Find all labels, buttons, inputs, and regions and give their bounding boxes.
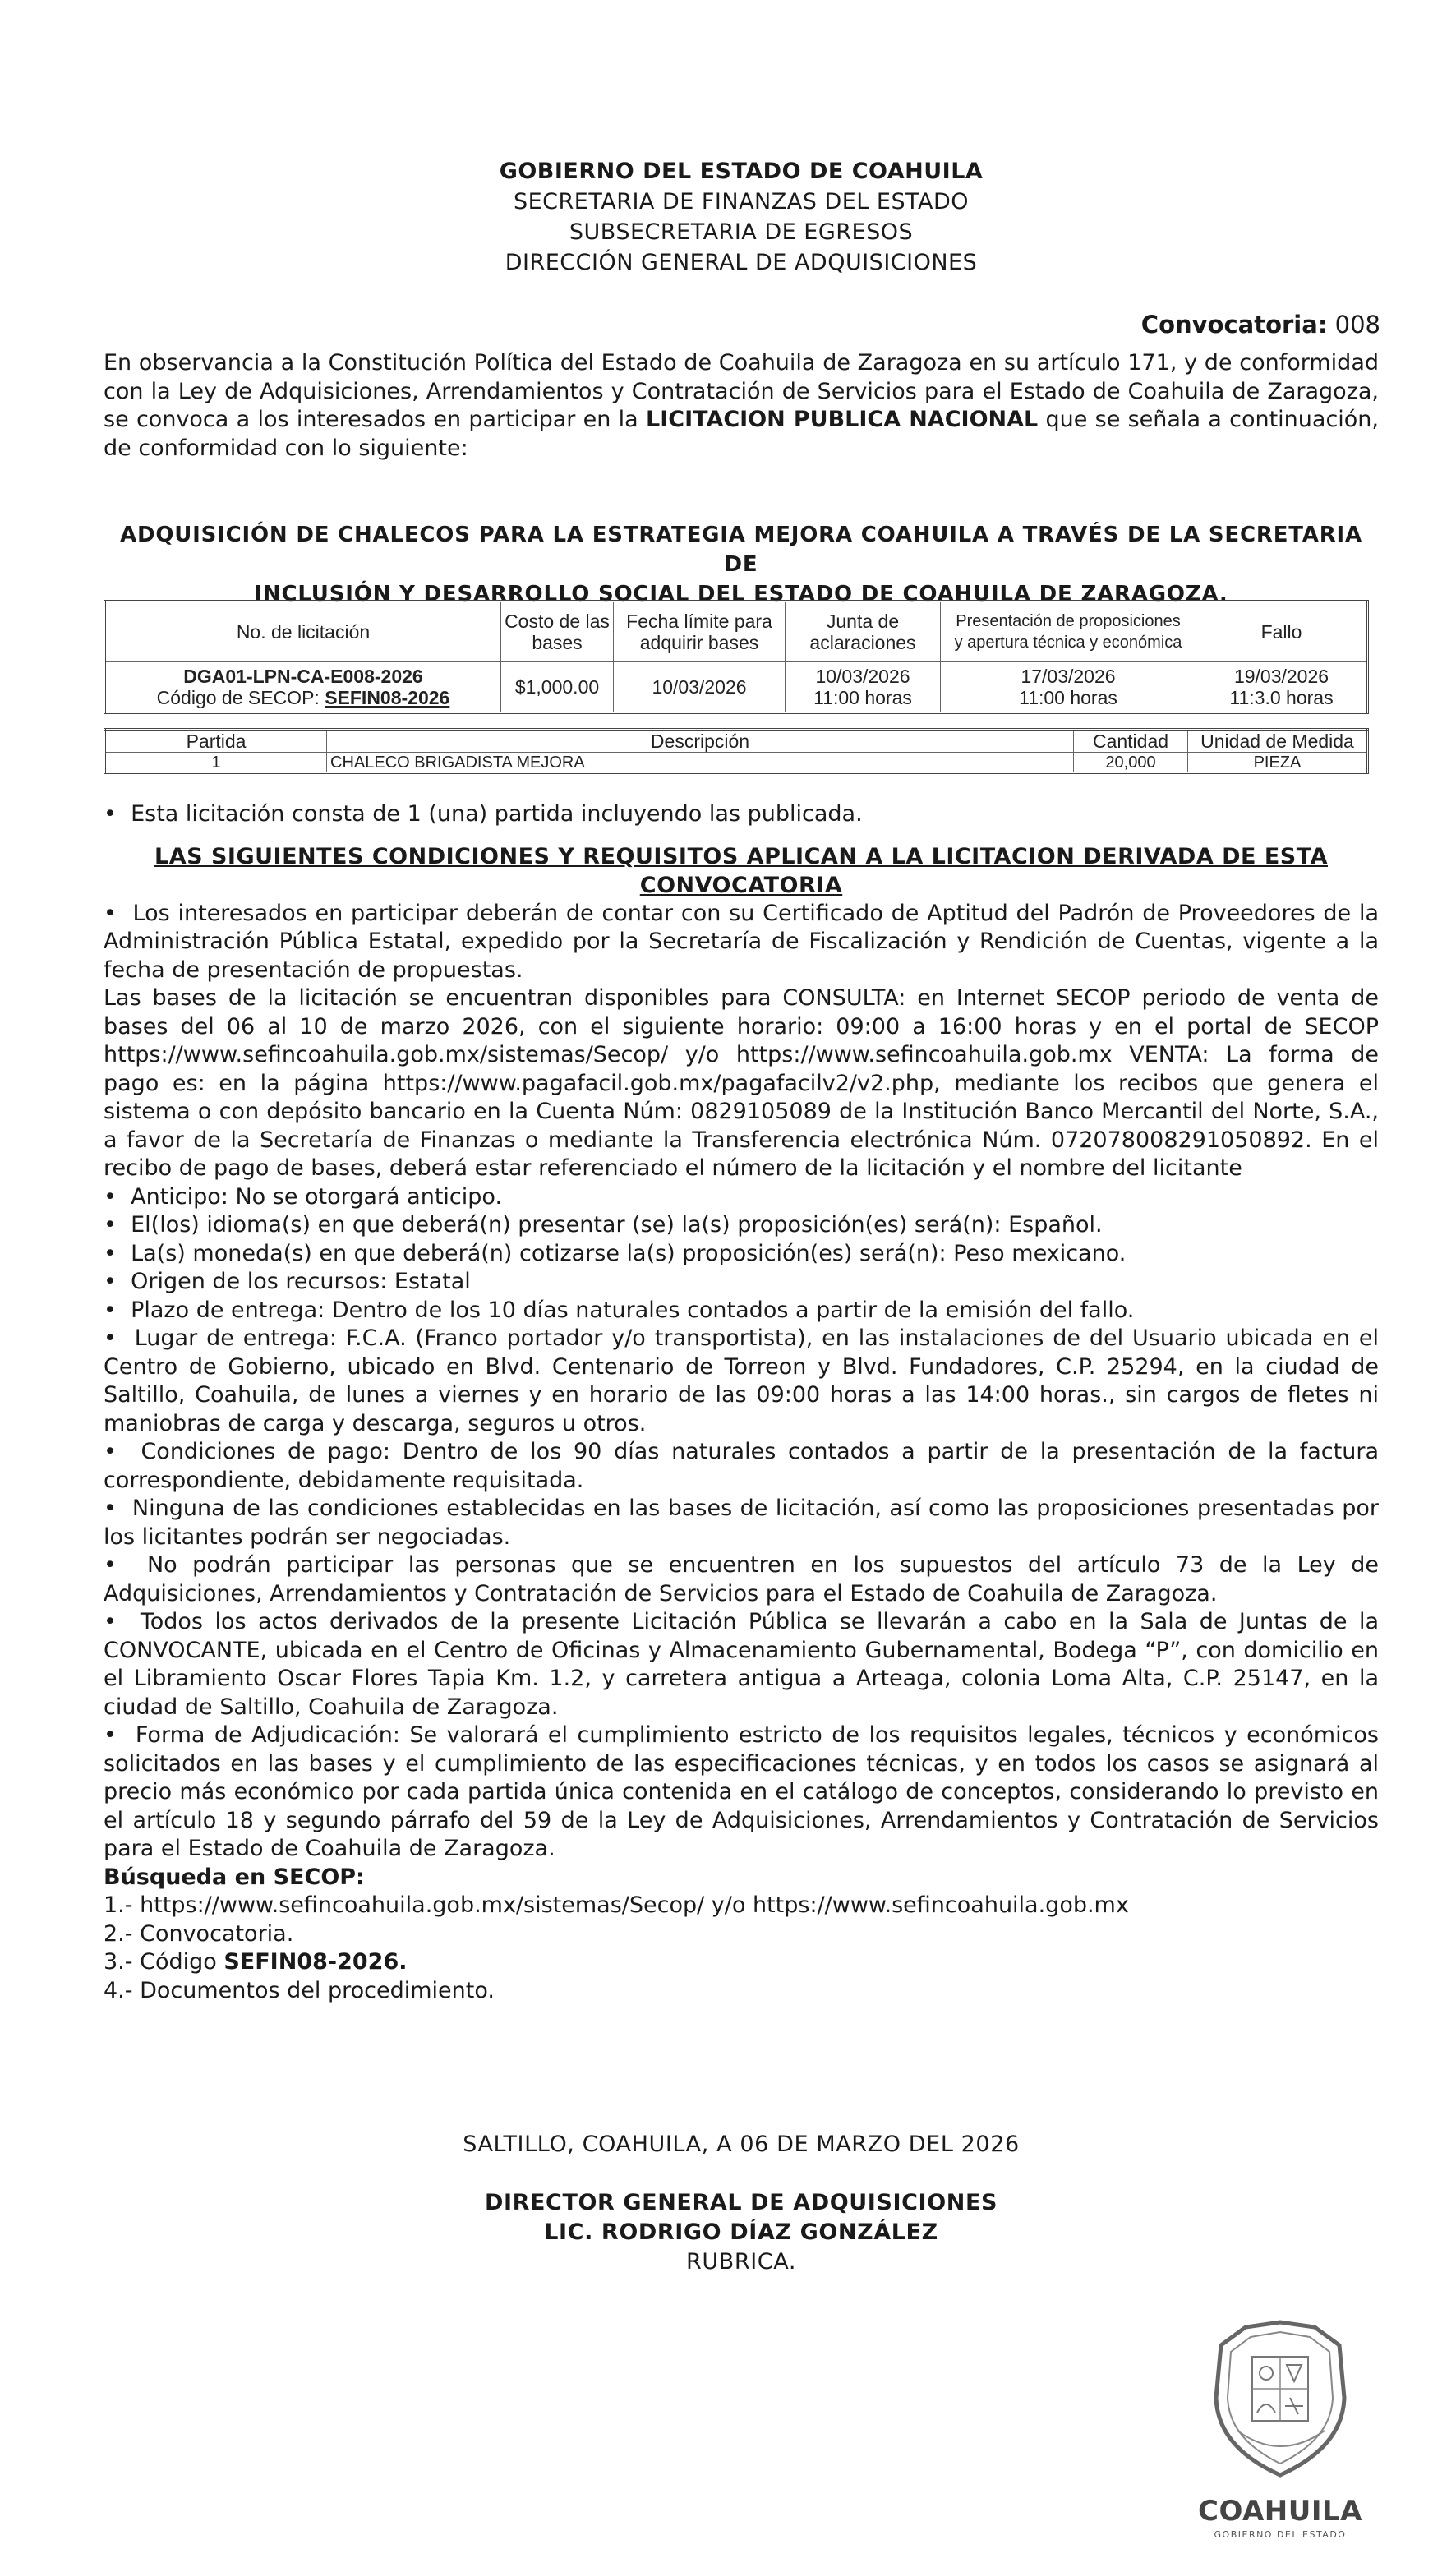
cell-cantidad: 20,000 [1074,753,1188,773]
header-secretariat: SECRETARIA DE FINANZAS DEL ESTADO [513,189,970,214]
cell-fallo [1196,662,1368,713]
tender-schedule-table [104,600,1369,714]
table-row [105,753,1368,773]
conditions-title-line-1: LAS SIGUIENTES CONDICIONES Y REQUISITOS APLICAN A LA LICITACION DERIVADA DE ESTA [154,843,1328,869]
header-government: GOBIERNO DEL ESTADO DE COAHUILA [499,159,984,184]
presentacion-time: 11:00 horas [1019,687,1117,708]
rubrica: RUBRICA. [686,2249,796,2275]
fallo-date: 19/03/2026 [1233,666,1329,687]
procurement-title [104,520,1379,609]
state-coat-of-arms-icon [1205,2316,1356,2480]
header-junta: Junta de aclaraciones [786,602,941,662]
place-date: SALTILLO, COAHUILA, A 06 DE MARZO DEL 2026 [463,2132,1020,2157]
condition-origen: • Origen de los recursos: Estatal [104,1268,1379,1297]
header-fecha: Fecha límite para adquirir bases [614,602,786,662]
header-directorate: DIRECCIÓN GENERAL DE ADQUISICIONES [505,250,978,275]
secop-step-1: 1.- https://www.sefincoahuila.gob.mx/sistemas/Secop/ y/o https://www.sefincoahuila.gob.mx [104,1892,1129,1918]
secop-step-4: 4.- Documentos del procedimiento. [104,1977,495,2003]
conditions-title-line-2: CONVOCATORIA [639,872,843,898]
condition-pago: • Condiciones de pago: Dentro de los 90 días naturales contados a partir de la presentación de la factura correspondiente, debidamente requisitada. [104,1438,1379,1495]
condition-negociacion: • Ninguna de las condiciones establecidas en las bases de licitación, así como las proposiciones presentadas por los licitantes podrán ser negociadas. [104,1495,1379,1551]
table-row [105,662,1368,713]
secop-code-line [108,687,499,708]
convocatoria-label: Convocatoria: [1140,311,1328,339]
header-licitacion: No. de licitación [105,602,501,662]
table-header-row [105,602,1368,662]
cell-fecha: 10/03/2026 [614,662,786,713]
licitacion-number: DGA01-LPN-CA-E008-2026 [183,666,423,687]
secop-step-3-code: SEFIN08-2026. [223,1949,408,1975]
secop-step-3-prefix: 3.- Código [104,1949,224,1975]
header-descripcion: Descripción [327,730,1074,753]
header-partida: Partida [105,730,327,753]
intro-text-2: que se señala a continuación, de conformidad con lo siguiente: [104,407,1380,461]
secop-search-title: Búsqueda en SECOP: [104,1864,365,1890]
procurement-title-line-2: INCLUSIÓN Y DESARROLLO SOCIAL DEL ESTADO DE COAHUILA DE ZARAGOZA. [254,582,1228,606]
intro-text-1: En observancia a la Constitución Política del Estado de Coahuila de Zaragoza en su artículo 171, y de conformidad con la Ley de Adquisiciones, Arrendamientos y Contratación de Servicios para el Estado de Coahuila de Zaragoza, se convoca a los interesados en participar en la [104,350,1379,433]
cell-presentacion [941,662,1196,713]
junta-time: 11:00 horas [813,687,912,708]
intro-bold: LICITACION PUBLICA NACIONAL [646,407,1039,433]
conditions-body [104,800,1379,2005]
secop-code-value: SEFIN08-2026 [325,687,450,708]
partida-note: • Esta licitación consta de 1 (una) partida incluyendo las publicada. [104,800,1379,829]
header-unidad: Unidad de Medida [1188,730,1368,753]
cell-unidad: PIEZA [1188,753,1368,773]
condition-moneda: • La(s) moneda(s) en que deberá(n) cotizarse la(s) proposición(es) será(n): Peso mexicano. [104,1240,1379,1269]
junta-date: 10/03/2026 [815,666,910,687]
header-presentacion-1: Presentación de proposiciones [956,612,1181,630]
document-header [104,156,1379,278]
cell-descripcion: CHALECO BRIGADISTA MEJORA [327,753,1074,773]
items-table [104,728,1369,774]
header-presentacion [941,602,1196,662]
header-costo: Costo de las bases [501,602,614,662]
intro-paragraph [104,349,1379,463]
header-subsecretariat: SUBSECRETARIA DE EGRESOS [569,219,914,245]
signature-block [104,2188,1379,2277]
condition-articulo-73: • No podrán participar las personas que se encuentren en los supuestos del artículo 73 de la Ley de Adquisiciones, Arrendamientos y Contratación de Servicios para el Estado de Coahuila de Zaragoza. [104,1551,1379,1608]
header-presentacion-2: y apertura técnica y económica [954,634,1182,652]
condition-idioma: • El(los) idioma(s) en que deberá(n) presentar (se) la(s) proposición(es) será(n): Español. [104,1211,1379,1240]
header-cantidad: Cantidad [1074,730,1188,753]
cell-costo: $1,000.00 [501,662,614,713]
items-header-row [105,730,1368,753]
fallo-time: 11:3.0 horas [1229,687,1334,708]
logo-subtitle: GOBIERNO DEL ESTADO [1214,2529,1347,2540]
convocatoria-number [1141,311,1380,339]
conditions-title [104,842,1379,900]
condition-plazo: • Plazo de entrega: Dentro de los 10 días naturales contados a partir de la emisión del fallo. [104,1297,1379,1325]
secop-step-2: 2.- Convocatoria. [104,1920,294,1947]
signer-position: DIRECTOR GENERAL DE ADQUISICIONES [484,2190,998,2215]
header-fallo: Fallo [1196,602,1368,662]
secop-code-label: Código de SECOP: [156,687,325,708]
condition-adjudicacion: • Forma de Adjudicación: Se valorará el cumplimiento estricto de los requisitos legales, técnicos y económicos solicitados en las bases y el cumplimiento de las especificaciones técnicas, y en todos los casos se asignará al precio más económico por cada partida única contenida en el catálogo de conceptos, considerando lo previsto en el artículo 18 y segundo párrafo del 59 de la Ley de Adquisiciones, Arrendamientos y Contratación de Servicios para el Estado de Coahuila de Zaragoza. [104,1722,1379,1864]
convocatoria-value: 008 [1334,311,1380,339]
cell-partida: 1 [105,753,327,773]
condition-bases: Las bases de la licitación se encuentran disponibles para CONSULTA: en Internet SECOP periodo de venta de bases del 06 al 10 de marzo 2026, con el siguiente horario: 09:00 a 16:00 horas y en el portal de SECOP https://www.sefincoahuila.gob.mx/sistemas/Secop/ y/o https://www.sefincoahuila.gob.mx VENTA: La forma de pago es: en la página https://www.pagafacil.gob.mx/pagafacilv2/v2.php, mediante los recibos que genera el sistema o con depósito bancario en la Cuenta Núm: 0829105089 de la Institución Banco Mercantil del Norte, S.A., a favor de la Secretaría de Finanzas o mediante la Transferencia electrónica Núm. 072078008291050892. En el recibo de pago de bases, deberá estar referenciado el número de la licitación y el nombre del licitante [104,985,1379,1181]
procurement-title-line-1: ADQUISICIÓN DE CHALECOS PARA LA ESTRATEGIA MEJORA COAHUILA A TRAVÉS DE LA SECRETARIA DE [120,523,1362,577]
signer-name: LIC. RODRIGO DÍAZ GONZÁLEZ [544,2219,938,2245]
presentacion-date: 17/03/2026 [1021,666,1116,687]
cell-licitacion [105,662,501,713]
condition-certificate: • Los interesados en participar deberán de contar con su Certificado de Aptitud del Padrón de Proveedores de la Administración Pública Estatal, expedido por la Secretaría de Fiscalización y Rendición de Cuentas, vigente a la fecha de presentación de propuestas. [104,900,1379,985]
condition-anticipo: • Anticipo: No se otorgará anticipo. [104,1183,1379,1212]
condition-sala-juntas: • Todos los actos derivados de la presente Licitación Pública se llevarán a cabo en la Sala de Juntas de la CONVOCANTE, ubicada en el Centro de Oficinas y Almacenamiento Gubernamental, Bodega “P”, con domicilio en el Libramiento Oscar Flores Tapia Km. 1.2, y carretera antigua a Arteaga, colonia Loma Alta, C.P. 25147, en la ciudad de Saltillo, Coahuila de Zaragoza. [104,1608,1379,1722]
secop-step-3 [104,1948,1379,1977]
cell-junta [786,662,941,713]
logo-wordmark: COAHUILA [1198,2495,1362,2528]
condition-lugar: • Lugar de entrega: F.C.A. (Franco portador y/o transportista), en las instalaciones de del Usuario ubicada en el Centro de Gobierno, ubicado en Blvd. Centenario de Torreon y Blvd. Fundadores, C.P. 25294, en la ciudad de Saltillo, Coahuila, de lunes a viernes y en horario de las 09:00 horas a las 14:00 horas., sin cargos de fletes ni maniobras de carga y descarga, seguros u otros. [104,1325,1379,1438]
